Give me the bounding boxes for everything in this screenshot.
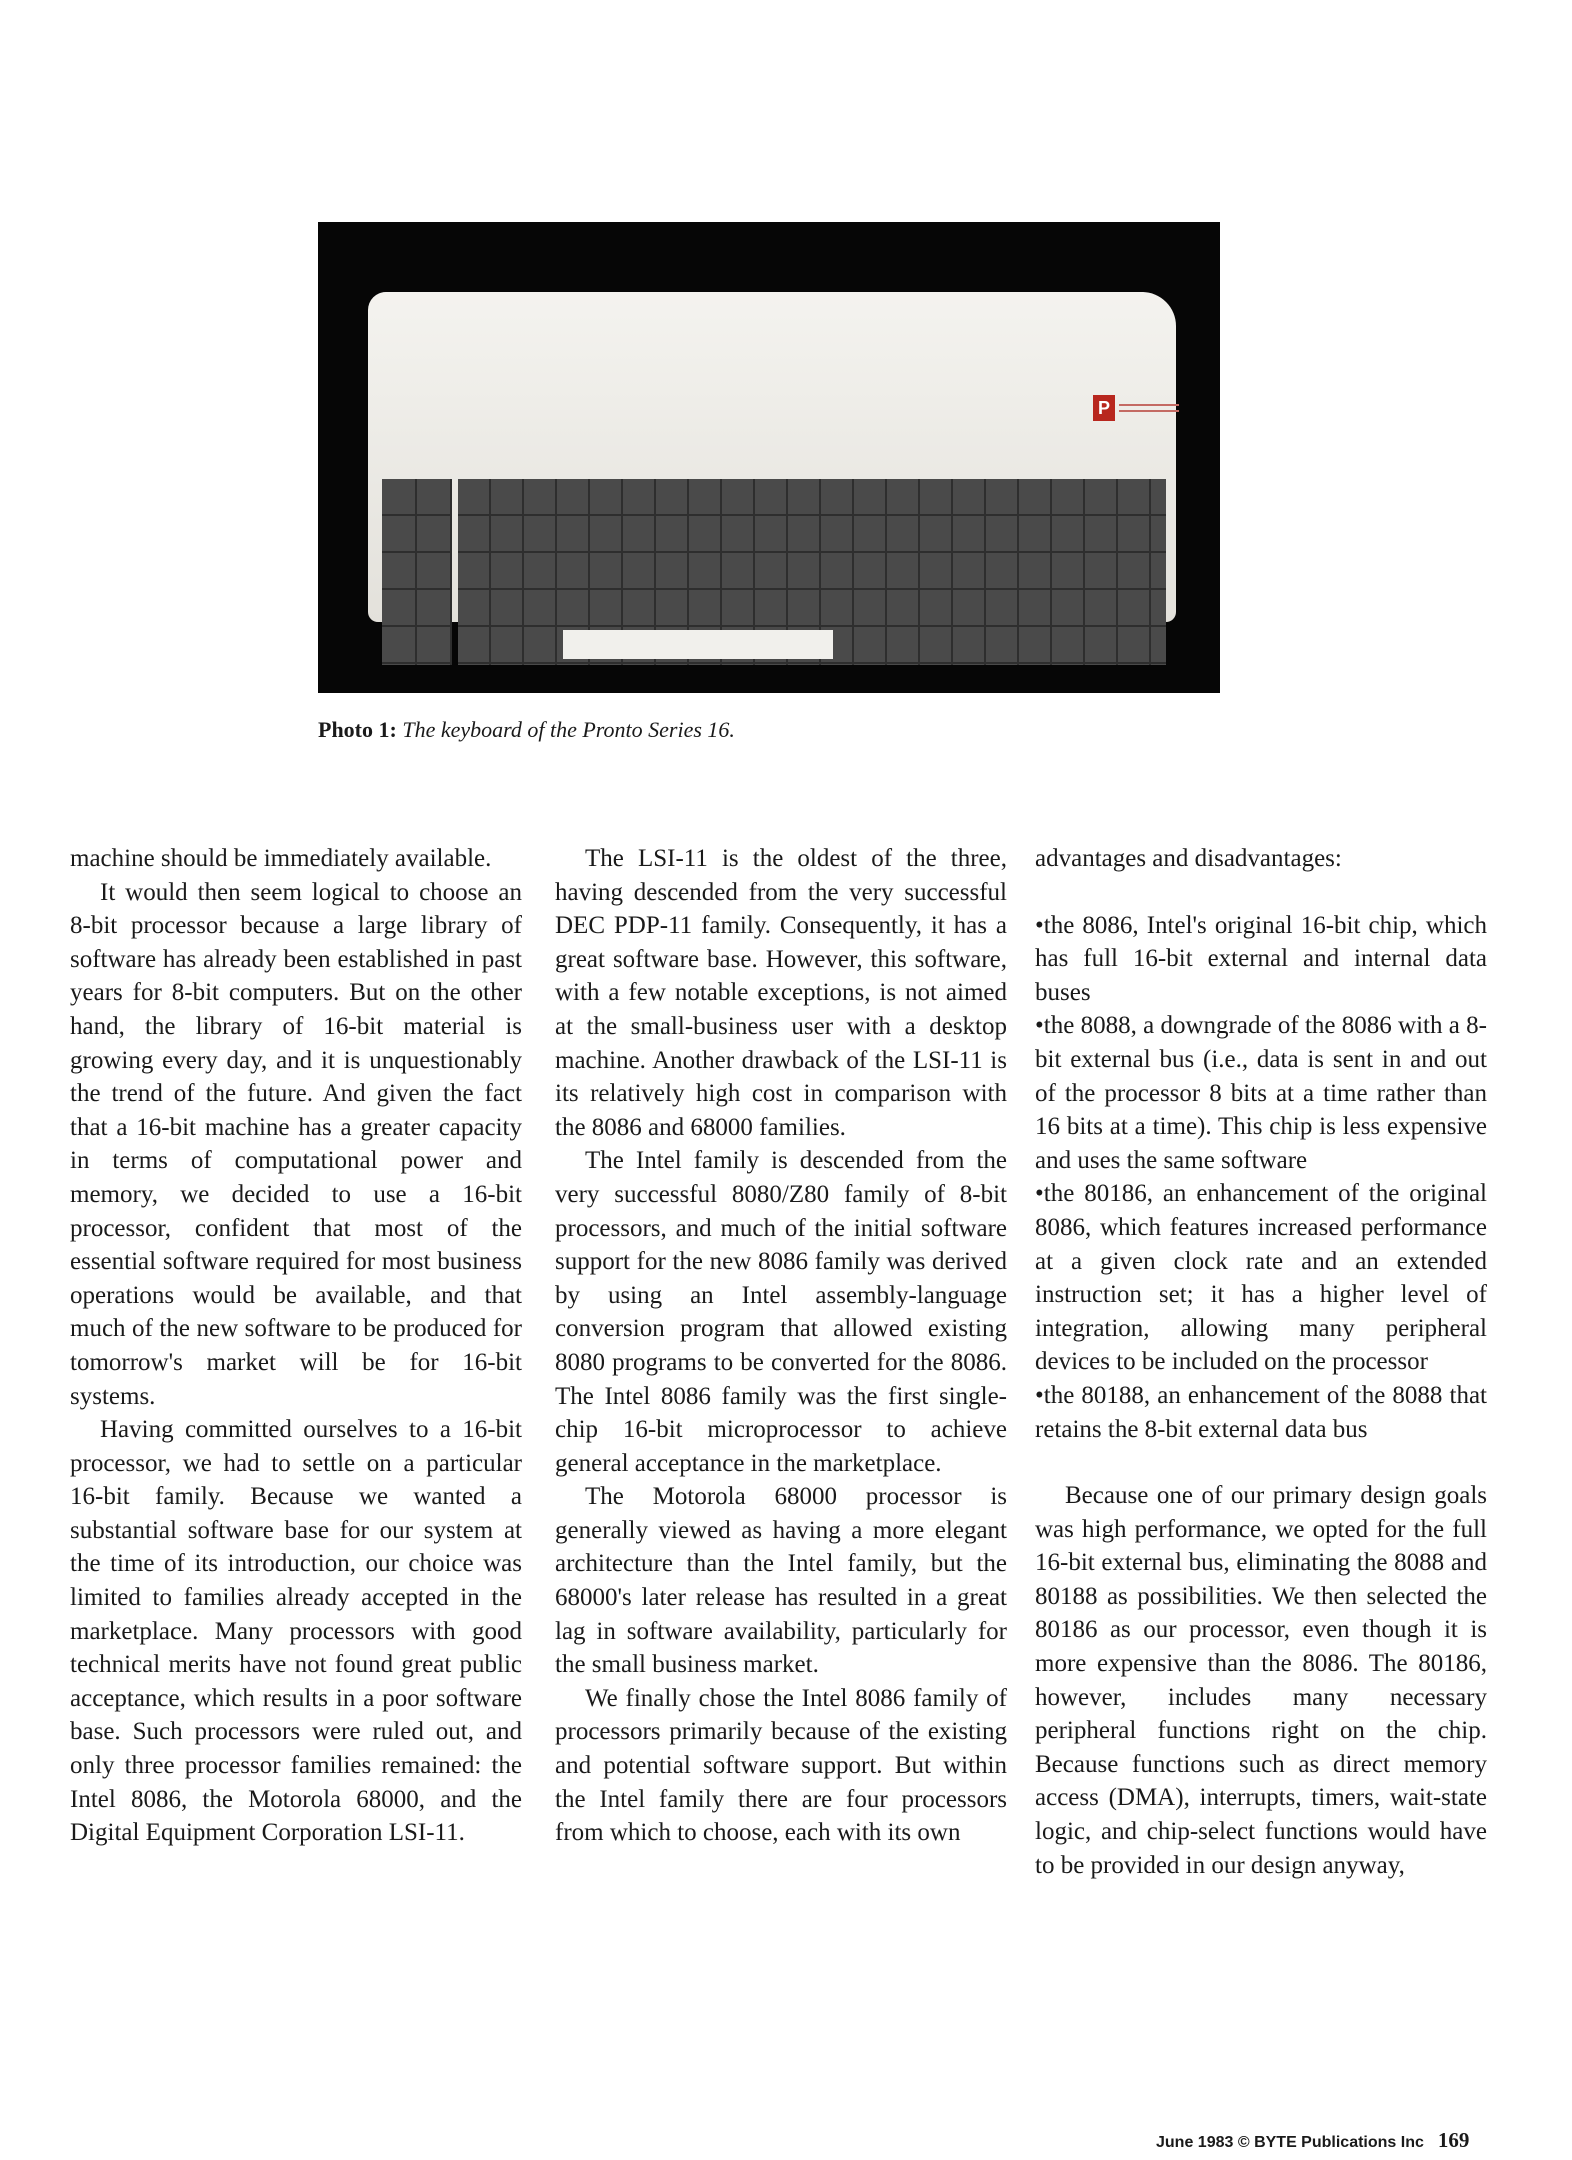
bullet-item: •the 80188, an enhancement of the 8088 that retains the 8-bit external data bus (1035, 1381, 1487, 1443)
logo-mark: P (1093, 395, 1115, 421)
paragraph: Having committed ourselves to a 16-bit processor, we had to settle on a particular 16-bit family. Because we wanted a substantial software base for our system at the time of its introduction, our choice was limited to families already accepted in the marketplace. Many processors with good technical merits have not found great public acceptance, which results in a poor software base. Such processors were ruled out, and only three processor families remained: the Intel 8086, the Motorola 68000, and the Digital Equipment Corporation LSI-11. (70, 1416, 522, 1847)
page-number: 169 (1437, 2128, 1470, 2152)
caption-label: Photo 1: (318, 717, 397, 742)
keyboard-photo (318, 222, 1220, 693)
paragraph: The Motorola 68000 processor is generally viewed as having a more elegant architecture than the Intel family, but the 68000's later release has resulted in a great lag in software availability, particularly for the small business market. (555, 1483, 1007, 1679)
column-1 (70, 842, 522, 1850)
paragraph: The Intel family is descended from the very successful 8080/Z80 family of 8-bit processors, and much of the initial software support for the new 8086 family was derived by using an Intel assembly-language conversion program that allowed existing 8080 programs to be converted for the 8086. The Intel 8086 family was the first single-chip 16-bit microprocessor to achieve general acceptance in the marketplace. (555, 1147, 1007, 1477)
bullet-item: •the 80186, an enhancement of the original 8086, which features increased performance at a given clock rate and an extended instruction set; it has a higher level of integration, allowing many peripheral devices to be included on the processor (1035, 1180, 1487, 1376)
footer-credit: June 1983 © BYTE Publications Inc (1156, 2134, 1424, 2151)
paragraph: advantages and disadvantages: (1035, 845, 1342, 872)
paragraph: The LSI-11 is the oldest of the three, having descended from the very successful DEC PDP-11 family. Consequently, it has a great software base. However, this software, with a few notable exceptions, is not aimed at the small-business user with a desktop machine. Another drawback of the LSI-11 is its relatively high cost in comparison with the 8086 and 68000 families. (555, 845, 1007, 1141)
pronto-logo (1093, 395, 1181, 421)
column-3 (1035, 842, 1487, 1882)
bullet-item: •the 8086, Intel's original 16-bit chip, which has full 16-bit external and internal data buses (1035, 911, 1487, 1006)
function-key-block (382, 479, 452, 665)
keyboard-case (368, 292, 1176, 622)
page-footer (1156, 2128, 1469, 2153)
paragraph: It would then seem logical to choose an 8-bit processor because a large library of software has already been established in past years for 8-bit computers. But on the other hand, the library of 16-bit material is growing every day, and it is unquestionably the trend of the future. And given the fact that a 16-bit machine has a greater capacity in terms of computational power and memory, we decided to use a 16-bit processor, confident that most of the essential software required for most business operations would be available, and that much of the new software to be produced for tomorrow's market will be for 16-bit systems. (70, 878, 522, 1410)
paragraph: We finally chose the Intel 8086 family of processors primarily because of the existing and potential software support. But within the Intel family there are four processors from which to choose, each with its own (555, 1684, 1007, 1847)
column-2 (555, 842, 1007, 1850)
caption-text: The keyboard of the Pronto Series 16. (402, 717, 735, 742)
photo-caption (318, 717, 735, 743)
space-bar (563, 630, 833, 659)
paragraph: machine should be immediately available. (70, 845, 492, 872)
main-key-block (458, 479, 1166, 665)
bullet-item: •the 8088, a downgrade of the 8086 with a 8-bit external bus (i.e., data is sent in and out of the processor 8 bits at a time rather than 16 bits at a time). This chip is less expensive and uses the same software (1035, 1012, 1487, 1174)
paragraph: Because one of our primary design goals was high performance, we opted for the full 16-bit external bus, eliminating the 8088 and 80188 as possibilities. We then selected the 80186 as our processor, even though it is more expensive than the 8086. The 80186, however, includes many necessary peripheral functions right on the chip. Because functions such as direct memory access (DMA), interrupts, timers, wait-state logic, and chip-select functions would have to be provided in our design anyway, (1035, 1482, 1487, 1879)
